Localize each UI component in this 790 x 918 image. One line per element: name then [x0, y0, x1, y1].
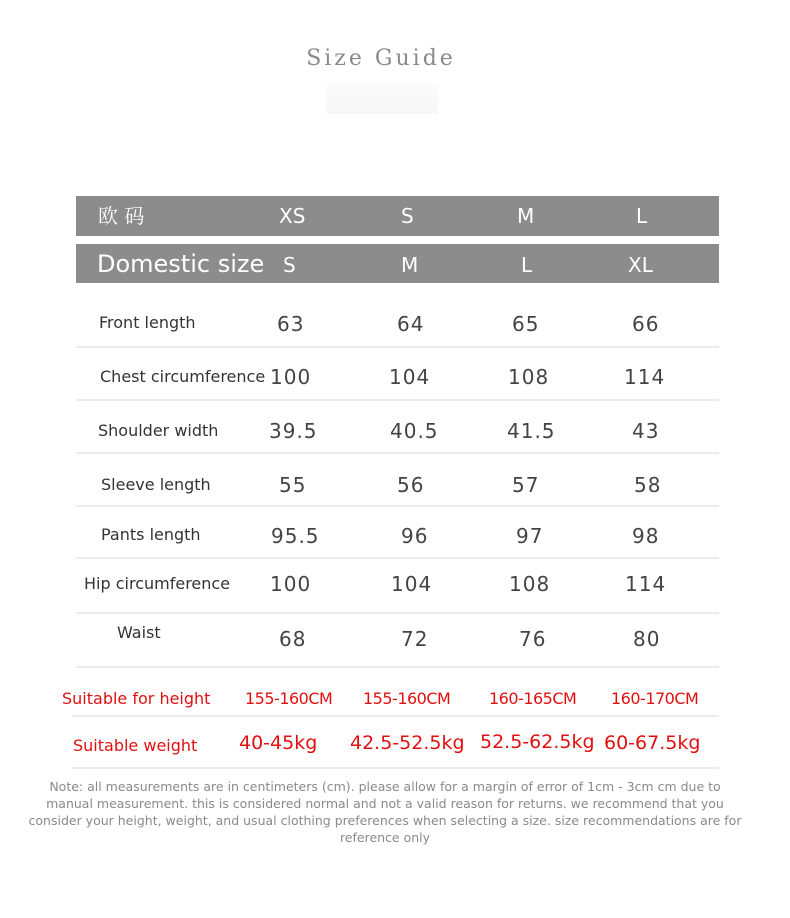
row-value: 80	[633, 627, 661, 651]
row-label: Chest circumference	[100, 367, 266, 386]
row-value: 39.5	[269, 419, 318, 443]
row-value: 41.5	[507, 419, 556, 443]
eu-size-m: M	[517, 204, 535, 228]
table-row-waist	[76, 614, 719, 668]
table-row-shoulder	[76, 401, 719, 454]
row-value: 97	[516, 524, 544, 548]
domestic-size-label: Domestic size	[97, 250, 265, 278]
row-value: 40.5	[390, 419, 439, 443]
row-value: 40-45kg	[239, 732, 318, 754]
domestic-size-header	[76, 244, 719, 283]
row-label: Pants length	[101, 525, 201, 544]
row-value: 104	[391, 572, 433, 596]
row-value: 58	[634, 473, 662, 497]
table-row-pants	[76, 507, 719, 559]
table-row-chest	[76, 348, 719, 401]
eu-size-header	[76, 196, 719, 236]
measurement-note: Note: all measurements are in centimeters (cm). please allow for a margin of error of 1cm - 3cm cm due to manual measurement. this is considered normal and not a valid reason for returns. we recommend that you consider your height, weight, and usual clothing preferences when selecting a size. size recommendations are for reference only	[28, 779, 742, 845]
row-value: 60-67.5kg	[604, 732, 701, 754]
page-title: Size Guide	[306, 46, 456, 71]
table-row-hip	[76, 559, 719, 614]
row-value: 57	[512, 473, 540, 497]
row-value: 104	[389, 365, 431, 389]
row-value: 160-165CM	[489, 689, 577, 708]
row-value: 66	[632, 312, 660, 336]
row-value: 56	[397, 473, 425, 497]
row-value: 160-170CM	[611, 689, 699, 708]
table-row-front-length	[76, 298, 719, 348]
row-value: 55	[279, 473, 307, 497]
row-value: 114	[624, 365, 666, 389]
domestic-size-l: L	[521, 253, 533, 277]
domestic-size-m: M	[401, 253, 419, 277]
title-reflection	[326, 84, 438, 114]
row-value: 76	[519, 627, 547, 651]
row-label: Sleeve length	[101, 475, 211, 494]
eu-size-l: L	[636, 204, 648, 228]
row-value: 42.5-52.5kg	[350, 732, 465, 754]
row-value: 100	[270, 365, 312, 389]
row-value: 68	[279, 627, 307, 651]
table-row-weight	[72, 717, 719, 769]
row-label: Suitable weight	[73, 736, 198, 755]
row-value: 64	[397, 312, 425, 336]
row-value: 96	[401, 524, 429, 548]
domestic-size-s: S	[283, 253, 296, 277]
eu-size-label: 欧 码	[98, 204, 145, 228]
row-value: 155-160CM	[245, 689, 333, 708]
eu-size-xs: XS	[279, 204, 306, 228]
row-label: Shoulder width	[98, 421, 219, 440]
row-value: 114	[625, 572, 667, 596]
domestic-size-xl: XL	[628, 253, 653, 277]
row-value: 95.5	[271, 524, 320, 548]
row-label: Suitable for height	[62, 689, 211, 708]
table-row-height	[62, 668, 719, 717]
row-value: 100	[270, 572, 312, 596]
row-label: Waist	[117, 623, 161, 642]
row-value: 63	[277, 312, 305, 336]
row-value: 108	[508, 365, 550, 389]
row-value: 98	[632, 524, 660, 548]
row-value: 155-160CM	[363, 689, 451, 708]
row-label: Front length	[99, 313, 196, 332]
table-row-sleeve	[76, 454, 719, 507]
row-value: 108	[509, 572, 551, 596]
row-value: 43	[632, 419, 660, 443]
row-label: Hip circumference	[84, 574, 231, 593]
row-value: 65	[512, 312, 540, 336]
row-value: 52.5-62.5kg	[480, 731, 595, 753]
eu-size-s: S	[401, 204, 414, 228]
row-value: 72	[401, 627, 429, 651]
